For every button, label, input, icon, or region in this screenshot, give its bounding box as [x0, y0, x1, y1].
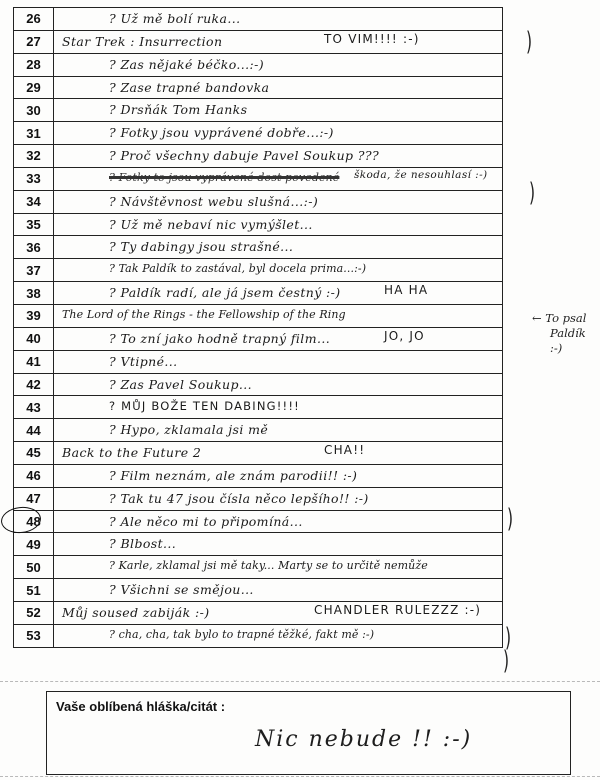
table-row [14, 167, 503, 190]
row-number: 41 [14, 350, 54, 373]
row-answer-cell [54, 167, 503, 190]
row-number: 43 [14, 396, 54, 419]
table-row [14, 8, 503, 31]
row-number: 27 [14, 30, 54, 53]
handwritten-answer: ? Všichni se smějou... [109, 582, 254, 598]
row-number: 28 [14, 53, 54, 76]
handwritten-answer: ? Karle, zklamal jsi mě taky... Marty se to určitě nemůže [109, 559, 428, 573]
margin-note [532, 311, 600, 356]
row-answer-cell [54, 419, 503, 442]
row-answer-cell [54, 190, 503, 213]
table-row [14, 533, 503, 556]
handwritten-answer: ? Ty dabingy jsou strašné... [109, 239, 294, 255]
row-answer-cell [54, 259, 503, 282]
row-answer-cell [54, 236, 503, 259]
row-number: 29 [14, 76, 54, 99]
table-row [14, 145, 503, 168]
handwritten-answer: Back to the Future 2 [62, 445, 202, 461]
table-row [14, 396, 503, 419]
row-number: 32 [14, 145, 54, 168]
row-answer-cell [54, 464, 503, 487]
row-answer-cell [54, 442, 503, 465]
row-number: 40 [14, 327, 54, 350]
bracket-mark-47: ) [507, 504, 514, 534]
row-answer-cell [54, 487, 503, 510]
table-row [14, 419, 503, 442]
favorite-quote-box [46, 691, 571, 775]
row-number: 44 [14, 419, 54, 442]
table-row [14, 487, 503, 510]
row-number: 45 [14, 442, 54, 465]
table-row [14, 510, 503, 533]
bracket-mark-33: ) [529, 178, 536, 208]
handwritten-answer: ? Návštěvnost webu slušná...:-) [109, 193, 319, 209]
table-row [14, 30, 503, 53]
row-answer-cell [54, 282, 503, 305]
margin-note-line-2: Paldík :-) [550, 326, 586, 355]
table-row [14, 99, 503, 122]
table-row [14, 282, 503, 305]
row-number: 52 [14, 601, 54, 624]
handwritten-answer: ? Fotky jsou vyprávené dobře...:-) [109, 125, 334, 141]
handwritten-side-remark: HA HA [384, 283, 429, 298]
table-row [14, 373, 503, 396]
table-row [14, 53, 503, 76]
handwritten-answer: ? Tak tu 47 jsou čísla něco lepšího!! :-) [109, 490, 369, 506]
table-row [14, 350, 503, 373]
row-number: 35 [14, 213, 54, 236]
row-number: 42 [14, 373, 54, 396]
row-number: 53 [14, 624, 54, 647]
row-answer-cell [54, 30, 503, 53]
row-answer-cell [54, 304, 503, 327]
row-number: 36 [14, 236, 54, 259]
handwritten-answer: ? Film neznám, ale znám parodii!! :-) [109, 467, 358, 483]
row-answer-cell [54, 396, 503, 419]
handwritten-answer: Star Trek : Insurrection [62, 33, 223, 49]
row-number: 47 [14, 487, 54, 510]
row-answer-cell [54, 533, 503, 556]
row-number: 46 [14, 464, 54, 487]
handwritten-answer: Můj soused zabiják :-) [62, 604, 210, 620]
table-row [14, 76, 503, 99]
row-answer-cell [54, 510, 503, 533]
table-row [14, 624, 503, 647]
row-number: 49 [14, 533, 54, 556]
table-row [14, 556, 503, 579]
row-answer-cell [54, 624, 503, 647]
table-row [14, 213, 503, 236]
handwritten-answer: The Lord of the Rings - the Fellowship of the Ring [62, 307, 346, 321]
row-number: 26 [14, 8, 54, 31]
table-row [14, 259, 503, 282]
row-number: 48 [14, 510, 54, 533]
handwritten-side-remark: JO, JO [384, 328, 425, 343]
handwritten-answer: ? Zas Pavel Soukup... [109, 376, 253, 392]
row-answer-cell [54, 122, 503, 145]
handwritten-answer: ? Tak Paldík to zastával, byl docela prima...:-) [109, 262, 367, 276]
row-number: 31 [14, 122, 54, 145]
row-number: 51 [14, 579, 54, 602]
row-answer-cell [54, 145, 503, 168]
handwritten-answer: ? MŮJ BOŽE TEN DABING!!!! [109, 399, 300, 414]
row-answer-cell [54, 99, 503, 122]
table-row [14, 190, 503, 213]
table-row [14, 579, 503, 602]
handwritten-side-remark: CHANDLER RULEZZZ :-) [314, 602, 482, 617]
margin-note-line-1: ← To psal [532, 311, 587, 325]
handwritten-answer: ? Hypo, zklamala jsi mě [109, 422, 269, 438]
bracket-mark-53: ) [503, 646, 510, 676]
row-answer-cell [54, 579, 503, 602]
row-number: 38 [14, 282, 54, 305]
answer-table [13, 7, 503, 648]
table-row [14, 327, 503, 350]
handwritten-side-remark: TO VIM!!!! :-) [324, 31, 420, 46]
row-number: 50 [14, 556, 54, 579]
handwritten-answer: ? cha, cha, tak bylo to trapné těžké, fakt mě :-) [109, 627, 375, 641]
favorite-quote-label: Vaše oblíbená hláška/citát : [56, 699, 226, 714]
table-row [14, 304, 503, 327]
handwritten-answer: ? Proč všechny dabuje Pavel Soukup ??? [109, 148, 380, 164]
row-number: 37 [14, 259, 54, 282]
row-answer-cell [54, 350, 503, 373]
handwritten-side-remark: škoda, že nesouhlasí :-) [354, 168, 488, 181]
table-row [14, 464, 503, 487]
row-answer-cell [54, 76, 503, 99]
row-answer-cell [54, 556, 503, 579]
row-answer-cell [54, 373, 503, 396]
handwritten-answer: ? Drsňák Tom Hanks [109, 102, 248, 118]
row-number: 33 [14, 167, 54, 190]
bracket-mark-27: ) [526, 27, 533, 57]
row-answer-cell [54, 53, 503, 76]
handwritten-answer: ? Už mě nebaví nic vymýšlet... [109, 216, 313, 232]
scan-divider [0, 776, 600, 777]
table-row [14, 601, 503, 624]
handwritten-side-remark: CHA!! [324, 443, 366, 458]
handwritten-answer: ? Ale něco mi to připomíná... [109, 513, 303, 529]
handwritten-answer: ? Fotky to jsou vyprávené dost povedené [109, 170, 340, 184]
scan-divider [0, 681, 600, 682]
row-number: 34 [14, 190, 54, 213]
handwritten-answer: ? Zas nějaké béčko...:-) [109, 56, 265, 72]
answer-rows [14, 8, 503, 648]
row-answer-cell [54, 327, 503, 350]
handwritten-answer: ? Blbost... [109, 536, 177, 552]
favorite-quote-answer: Nic nebude !! :-) [255, 727, 473, 752]
table-row [14, 122, 503, 145]
handwritten-answer: ? To zní jako hodně trapný film... [109, 330, 331, 346]
bracket-mark-52: ) [505, 623, 512, 653]
row-answer-cell [54, 8, 503, 31]
handwritten-answer: ? Už mě bolí ruka... [109, 11, 241, 26]
row-answer-cell [54, 601, 503, 624]
handwritten-answer: ? Paldík radí, ale já jsem čestný :-) [109, 285, 341, 301]
row-answer-cell [54, 213, 503, 236]
table-row [14, 442, 503, 465]
row-number: 39 [14, 304, 54, 327]
handwritten-answer: ? Zase trapné bandovka [109, 79, 270, 95]
table-row [14, 236, 503, 259]
row-number: 30 [14, 99, 54, 122]
handwritten-answer: ? Vtipné... [109, 353, 178, 369]
